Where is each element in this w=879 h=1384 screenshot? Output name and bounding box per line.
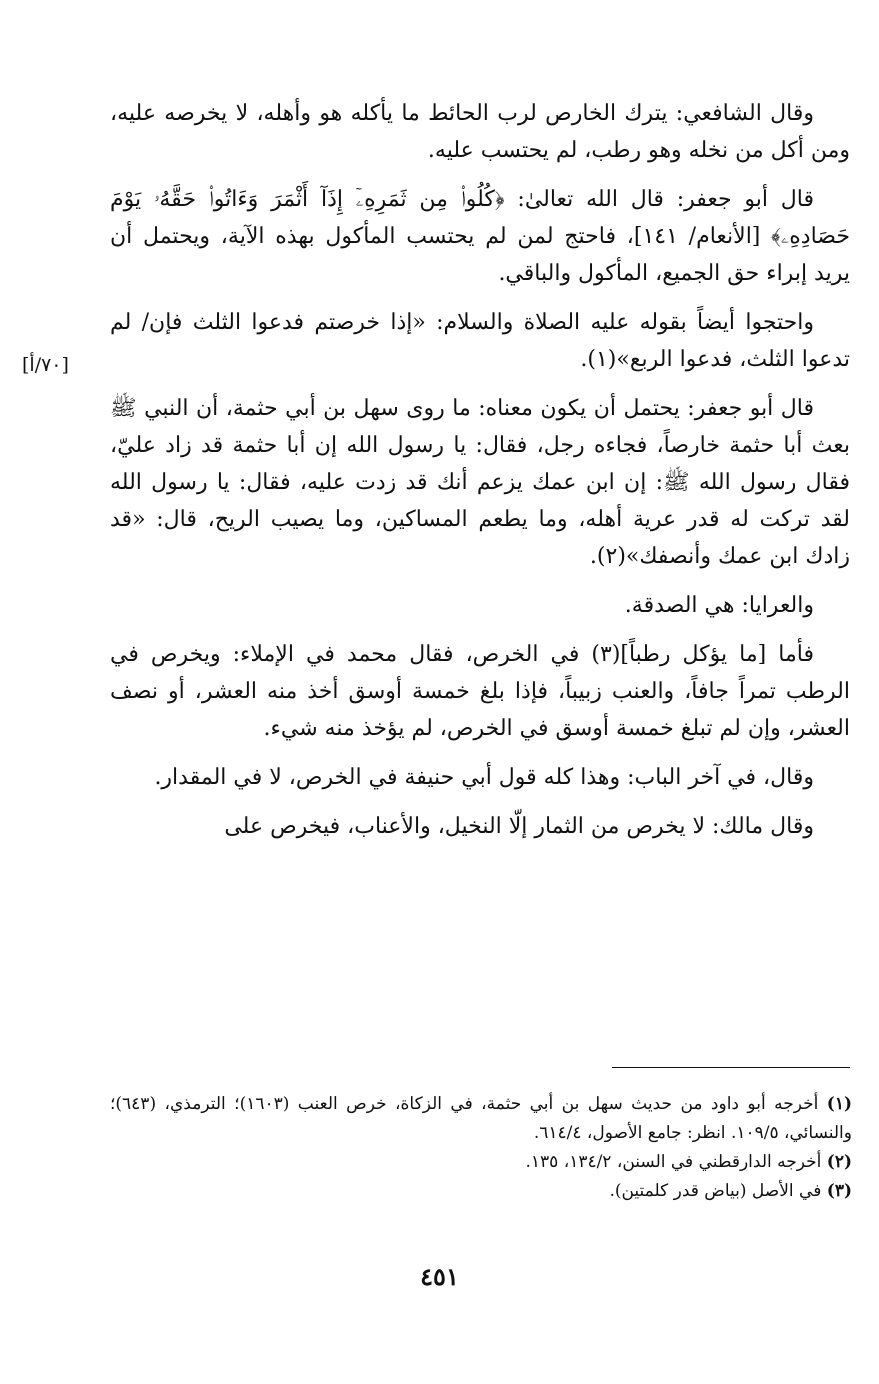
paragraph-ratb: فأما [ما يؤكل رطباً](٣) في الخرص، فقال محمد في الإملاء: ويخرص في الرطب تمراً جافاً، والعنب زبيباً، فإذا بلغ خمسة أوسق أخذ منه العشر، أو نصف العشر، وإن لم تبلغ خمسة أوسق في الخرص، لم يؤخذ منه شيء. [110, 642, 850, 741]
footnotes [110, 1090, 852, 1206]
main-text [110, 95, 850, 857]
footnote-text: أخرجه أبو داود من حديث سهل بن أبي حثمة، في الزكاة، خرص العنب (١٦٠٣)؛ الترمذي، (٦٤٣)؛ والنسائي، ١٠٩/٥. انظر: جامع الأصول، ٦١٤/٤. [110, 1094, 852, 1143]
footnote-divider [612, 1067, 850, 1068]
footnote-number: (٢) [826, 1152, 852, 1172]
paragraph-malik: وقال مالك: لا يخرص من الثمار إلّا النخيل، والأعناب، فيخرص على [224, 814, 814, 839]
footnote-text: أخرجه الدارقطني في السنن، ١٣٤/٢، ١٣٥. [525, 1152, 822, 1172]
paragraph-araya: والعرايا: هي الصدقة. [624, 593, 814, 618]
manuscript-folio-marker: [٧٠/أ] [22, 354, 69, 376]
footnote-2 [110, 1148, 852, 1177]
footnote-text: في الأصل (بياض قدر كلمتين). [609, 1181, 822, 1201]
paragraph-hadith-third: واحتجوا أيضاً بقوله عليه الصلاة والسلام: «إذا خرصتم فدعوا الثلث فإن/ لم تدعوا الثلث، فدعوا الربع»(١). [110, 310, 850, 372]
footnote-number: (١) [826, 1094, 853, 1114]
paragraph-sahl-hathma: قال أبو جعفر: يحتمل أن يكون معناه: ما روى سهل بن أبي حثمة، أن النبي ﷺ بعث أبا حثمة خارصاً، فجاءه رجل، فقال: يا رسول الله إن أبا حثمة قد زاد عليّ، فقال رسول الله ﷺ: إن ابن عمك يزعم أنك قد زدت عليه، فقال: يا رسول الله لقد تركت له قدر عرية أهله، وما يطعم المساكين، وما يصيب الريح، قال: «قد زادك ابن عمك وأنصفك»(٢). [110, 396, 850, 569]
paragraph-shafii: وقال الشافعي: يترك الخارص لرب الحائط ما يأكله هو وأهله، لا يخرصه عليه، ومن أكل من نخله وهو رطب، لم يحتسب عليه. [110, 101, 850, 163]
footnote-3 [110, 1177, 852, 1206]
footnote-number: (٣) [826, 1181, 852, 1201]
footnote-1 [110, 1090, 852, 1148]
paragraph-quran-verse: قال أبو جعفر: قال الله تعالىٰ: ﴿كُلُوا۟ مِن ثَمَرِهِۦٓ إِذَآ أَثْمَرَ وَءَاتُوا۟ حَقَّهُۥ يَوْمَ حَصَادِهِۦ﴾ [الأنعام/ ١٤١]، فاحتج لمن لم يحتسب المأكول بهذه الآية، ويحتمل أن يريد إبراء حق الجميع، المأكول والباقي. [110, 187, 850, 286]
page-number: ٤٥١ [420, 1262, 459, 1291]
paragraph-abu-hanifa: وقال، في آخر الباب: وهذا كله قول أبي حنيفة في الخرص، لا في المقدار. [154, 765, 814, 790]
